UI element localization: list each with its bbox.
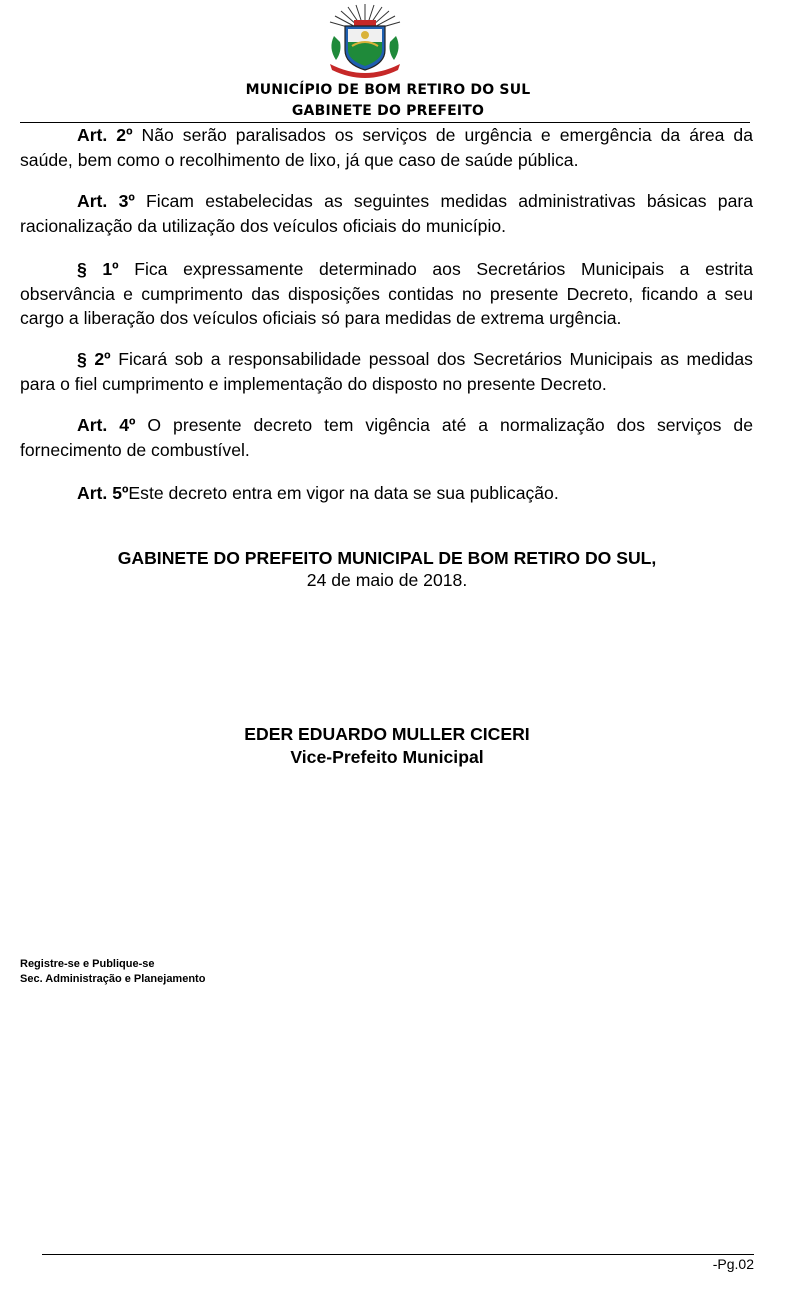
footer-rule xyxy=(42,1254,754,1255)
header-office: GABINETE DO PREFEITO xyxy=(291,103,485,119)
closing-office xyxy=(0,548,774,569)
signatory-title: Vice-Prefeito Municipal xyxy=(290,747,484,767)
article-label: Art. 4º xyxy=(77,415,136,435)
article-text: Não serão paralisados os serviços de urgência e emergência da área da saúde, bem como o recolhimento de lixo, já que caso de saúde pública. xyxy=(20,125,753,170)
article-text: Fica expressamente determinado aos Secretários Municipais a estrita observância e cumprimento das disposições contidas no presente Decreto, ficando a seu cargo a liberação dos veículos oficiais só para medidas de extrema urgência. xyxy=(20,259,753,328)
article-4-paragraph xyxy=(20,413,753,462)
municipal-crest-logo xyxy=(318,2,412,78)
article-text: Ficam estabelecidas as seguintes medidas administrativas básicas para racionalização da utilização dos veículos oficiais do município. xyxy=(20,191,753,236)
header-municipality: MUNICÍPIO DE BOM RETIRO DO SUL xyxy=(245,82,531,98)
footer-note-register: Registre-se e Publique-se xyxy=(20,958,155,970)
closing-date: 24 de maio de 2018. xyxy=(306,570,468,590)
article-label: § 2º xyxy=(77,349,111,369)
article-5-paragraph xyxy=(20,481,753,506)
article-text: Ficará sob a responsabilidade pessoal dos Secretários Municipais as medidas para o fiel cumprimento e implementação do disposto no presente Decreto. xyxy=(20,349,753,394)
article-2-paragraph xyxy=(20,123,753,172)
section-1-paragraph xyxy=(20,257,753,331)
article-text: O presente decreto tem vigência até a normalização dos serviços de fornecimento de combustível. xyxy=(20,415,753,460)
closing-office-line: GABINETE DO PREFEITO MUNICIPAL DE BOM RETIRO DO SUL, xyxy=(117,548,657,568)
article-3-paragraph xyxy=(20,189,753,238)
article-label: Art. 5º xyxy=(77,483,129,503)
article-label: § 1º xyxy=(77,259,119,279)
page-number: -Pg.02 xyxy=(712,1256,754,1272)
article-text: Este decreto entra em vigor na data se sua publicação. xyxy=(128,483,559,503)
section-2-paragraph xyxy=(20,347,753,396)
footer-note-department: Sec. Administração e Planejamento xyxy=(20,973,206,985)
article-label: Art. 3º xyxy=(77,191,135,211)
signatory-name: EDER EDUARDO MULLER CICERI xyxy=(244,724,530,744)
article-label: Art. 2º xyxy=(77,125,133,145)
